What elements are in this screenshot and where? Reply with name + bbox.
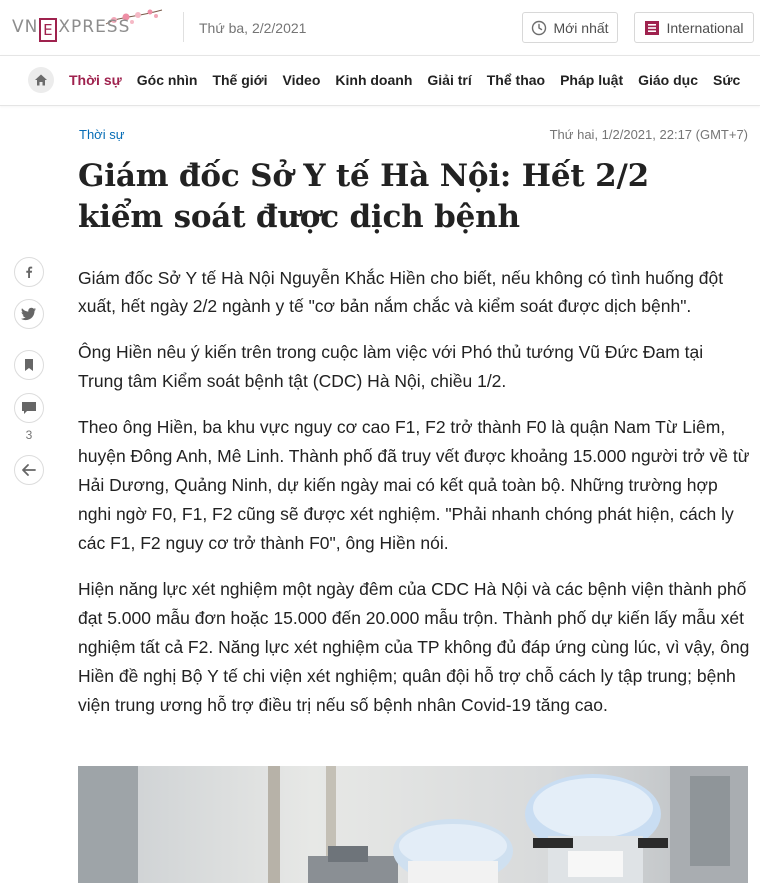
nav-item-suc-khoe[interactable]: Sức [713,72,741,88]
arrow-left-icon [21,463,37,477]
logo-text-right: XPRESS [58,17,131,37]
international-button[interactable] [634,12,754,43]
main-nav [0,55,760,106]
latest-news-button[interactable] [522,12,618,43]
nav-item-the-thao[interactable]: Thể thao [486,72,546,88]
latest-news-label: Mới nhất [553,19,609,36]
article-timestamp: Thứ hai, 1/2/2021, 22:17 (GMT+7) [549,127,748,142]
twitter-icon [21,307,37,321]
logo-text-left: VN [12,17,39,37]
article-lead: Giám đốc Sở Y tế Hà Nội Nguyễn Khắc Hiền cho biết, nếu không có tình huống đột xuất, hết ngày 2/2 ngành y tế "cơ bản nắm chắc và kiểm soát được dịch bệnh". [78,268,724,316]
article-photo[interactable] [78,766,748,883]
nav-item-video[interactable]: Video [282,72,321,88]
twitter-share-button[interactable] [14,299,44,329]
home-icon [34,73,48,87]
article-paragraph: Hiện năng lực xét nghiệm một ngày đêm của CDC Hà Nội và các bệnh viện thành phố đạt 5.000 mẫu đơn hoặc 15.000 đến 20.000 mẫu trộn. Thành phố dự kiến lấy mẫu xét nghiệm tất cả F2. Năng lực xét nghiệm của TP không đủ đáp ứng cùng lúc, vì vậy, ông Hiền đề nghị Bộ Y tế chi viện xét nghiệm; quân đội hỗ trợ chỗ cách ly tập trung; bệnh viện trung ương hỗ trợ điều trị nếu số bệnh nhân Covid-19 tăng cao. [78,579,750,715]
nav-item-giao-duc[interactable]: Giáo dục [638,72,699,88]
comment-button[interactable] [14,393,44,423]
article-category-link[interactable]: Thời sự [79,127,125,142]
article-title: Giám đốc Sở Y tế Hà Nội: Hết 2/2 kiểm soát được dịch bệnh [78,158,649,235]
medical-staff-illustration [78,766,748,883]
nav-items [69,72,740,88]
nav-item-the-gioi[interactable]: Thế giới [212,72,268,88]
nav-item-giai-tri[interactable]: Giải trí [427,72,472,88]
nav-item-thoi-su[interactable]: Thời sự [69,72,122,88]
article-paragraph: Theo ông Hiền, ba khu vực nguy cơ cao F1, F2 trở thành F0 là quận Nam Từ Liêm, huyện Đông Anh, Mê Linh. Thành phố đã truy vết được khoảng 15.000 người trở về từ Hải Dương, Quảng Ninh, dự kiến ngày mai có kết quả toàn bộ. Những trường hợp nghi ngờ F0, F1, F2 cũng sẽ được xét nghiệm. "Phải nhanh chóng phát hiện, cách ly các F1, F2 nguy cơ trở thành F0", ông Hiền nói. [78,417,750,553]
newspaper-icon [644,20,660,36]
international-label: International [666,19,744,36]
clock-icon [531,20,547,36]
article-paragraph: Ông Hiền nêu ý kiến trên trong cuộc làm việc với Phó thủ tướng Vũ Đức Đam tại Trung tâm Kiểm soát bệnh tật (CDC) Hà Nội, chiều 1/2. [78,342,704,391]
comment-count: 3 [25,428,33,442]
back-button[interactable] [14,455,44,485]
facebook-share-button[interactable] [14,257,44,287]
logo-wordmark [12,17,130,42]
vnexpress-logo[interactable] [12,8,168,48]
nav-item-goc-nhin[interactable]: Góc nhìn [136,72,198,88]
nav-item-phap-luat[interactable]: Pháp luật [560,72,624,88]
comment-icon [21,401,37,415]
facebook-icon [22,265,36,279]
header-date: Thứ ba, 2/2/2021 [199,20,307,36]
header-divider [183,12,184,42]
bookmark-button[interactable] [14,350,44,380]
logo-box-letter: E [39,18,57,42]
nav-item-kinh-doanh[interactable]: Kinh doanh [335,72,413,88]
top-bar [0,0,760,56]
bookmark-icon [23,358,35,372]
home-button[interactable] [28,67,54,93]
